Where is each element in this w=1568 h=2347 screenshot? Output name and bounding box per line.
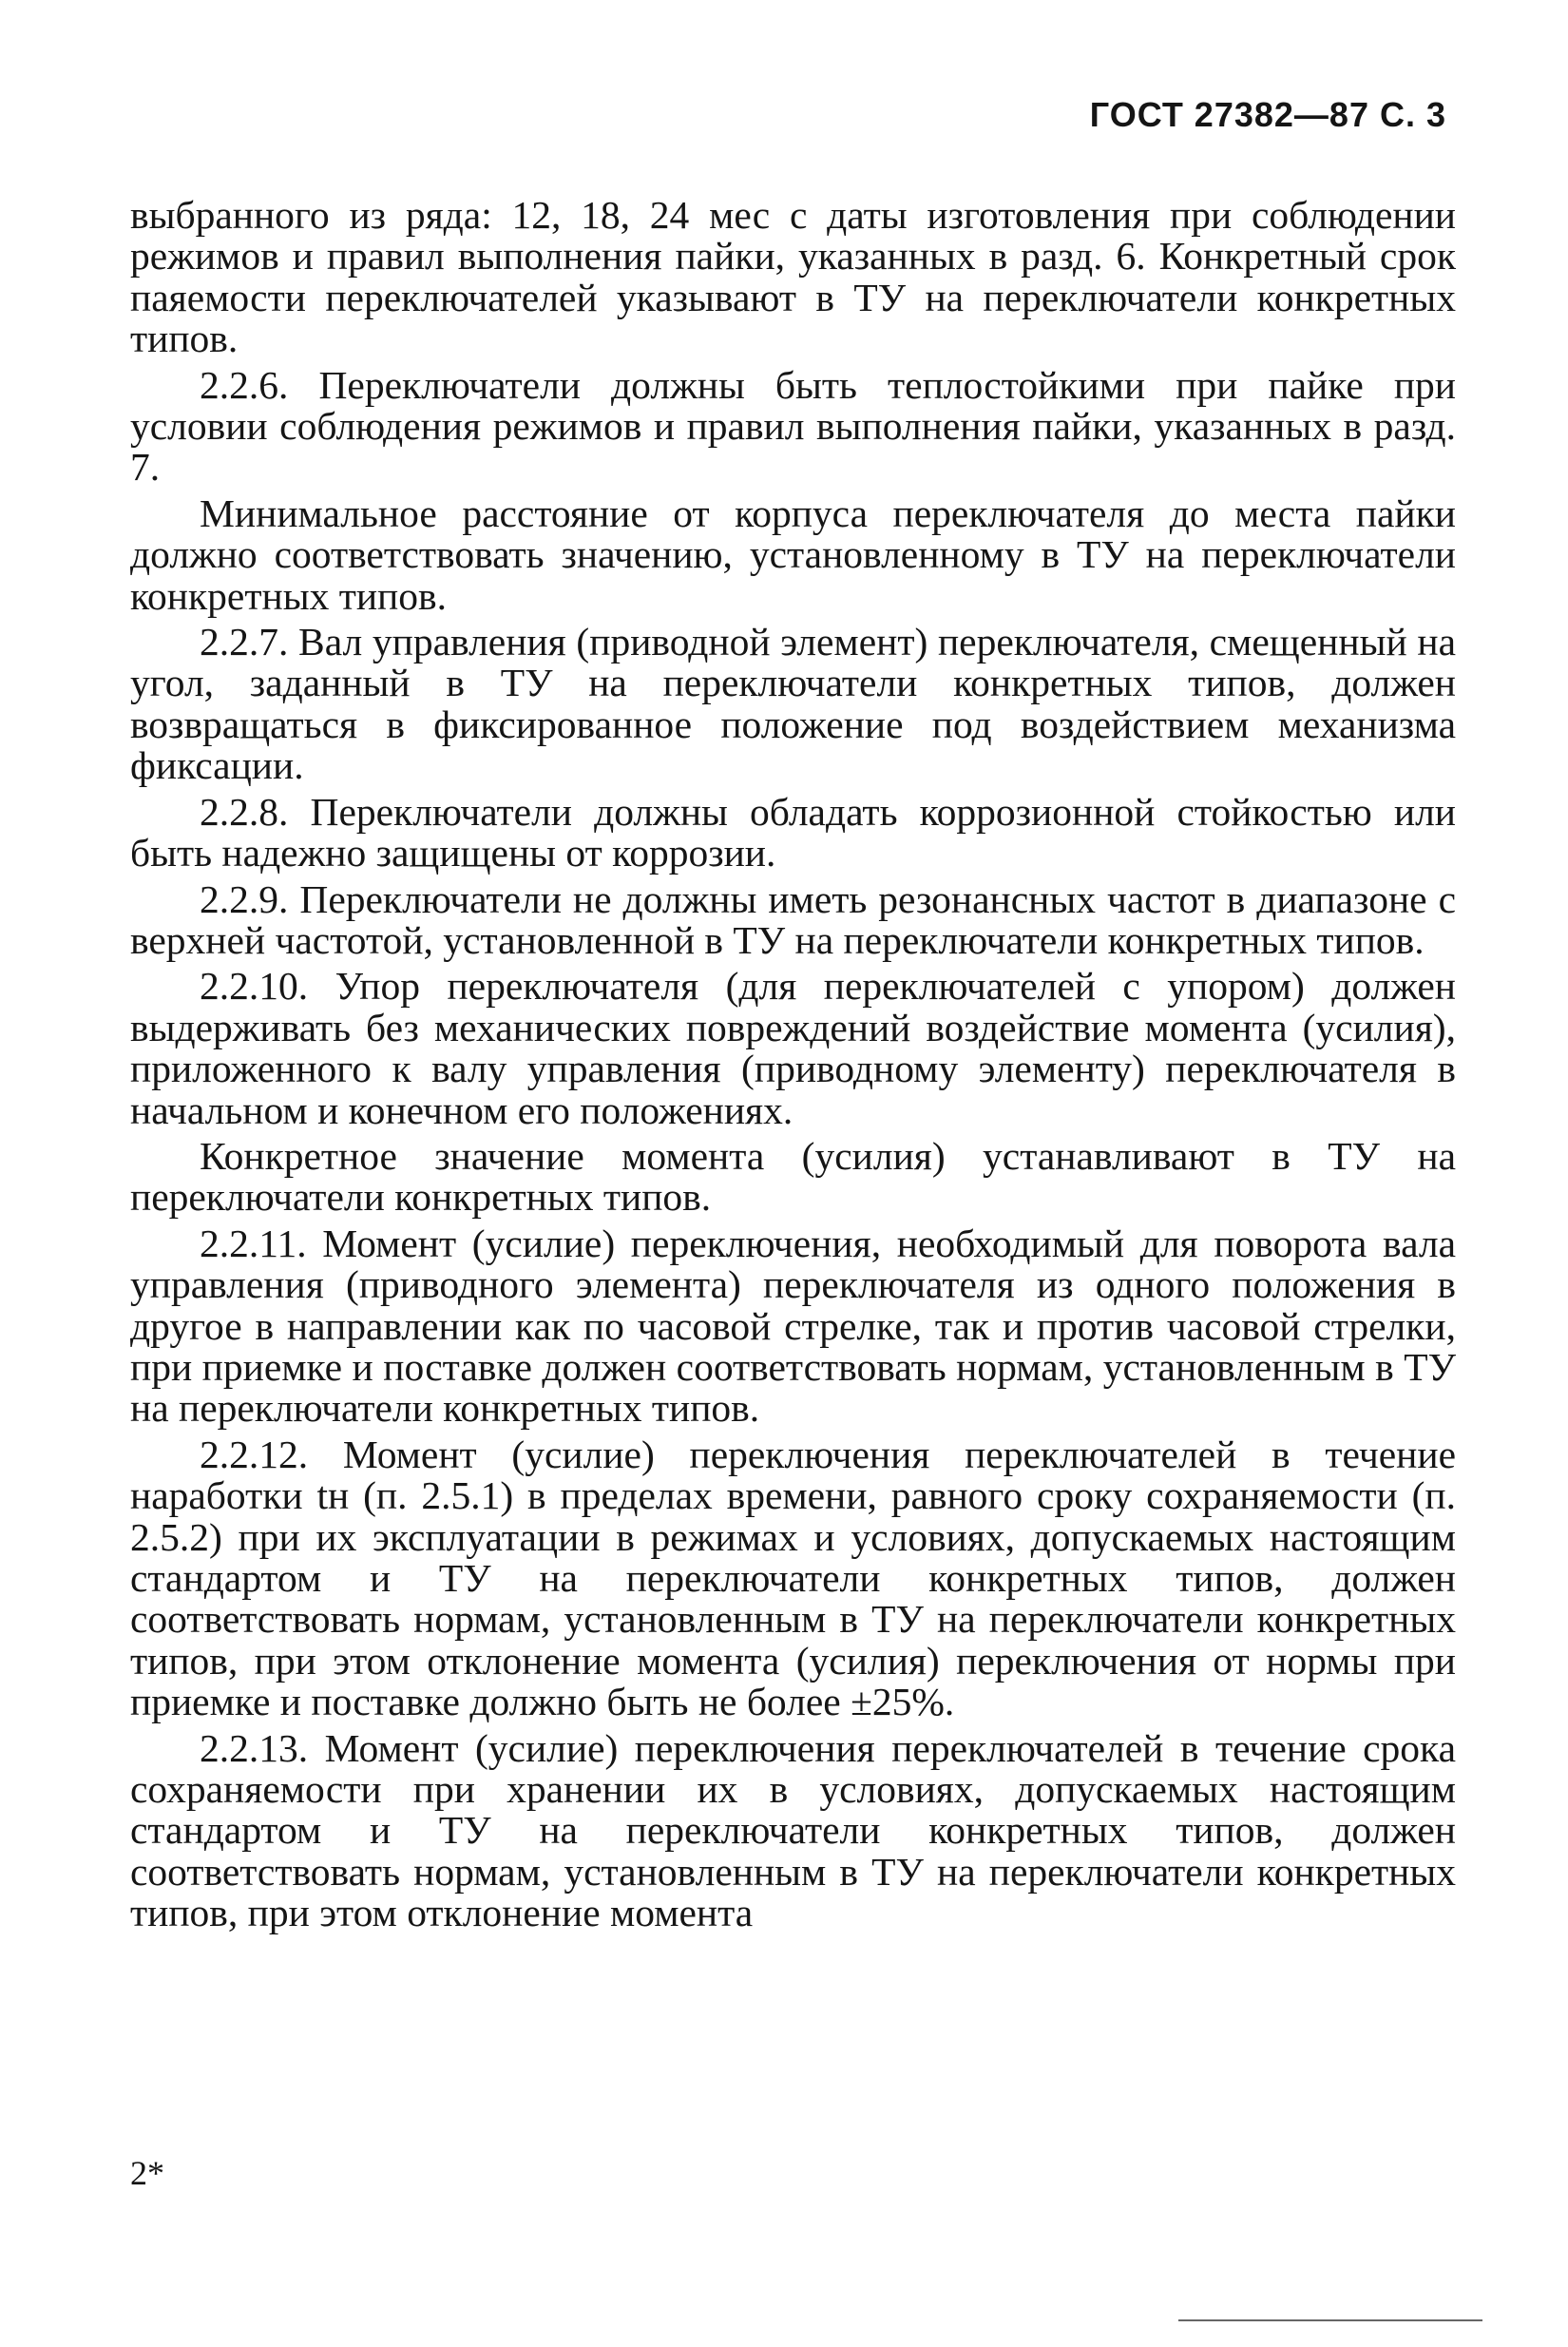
paragraph-2-2-10: 2.2.10. Упор переключателя (для переключателей с упором) должен выдерживать без механических повреждений воздействие момента (усилия), приложенного к валу управления (приводному элементу) переключателя в начальном и конечном его положениях. <box>130 964 1456 1132</box>
paragraph-2-2-11: 2.2.11. Момент (усилие) переключения, необходимый для поворота вала управления (приводного элемента) переключателя из одного положения в другое в направлении как по часовой стрелке, так и против часовой стрелки, при приемке и поставке должен соответствовать нормам, установленным в ТУ на переключатели конкретных типов. <box>130 1221 1456 1431</box>
paragraph-2-2-13: 2.2.13. Момент (усилие) переключения переключателей в течение срока сохраняемости при хранении их в условиях, допускаемых настоящим стандартом и ТУ на переключатели конкретных типов, должен соответствовать нормам, установленным в ТУ на переключатели конкретных типов, при этом отклонение момента <box>130 1725 1456 1935</box>
paragraph-2-2-8: 2.2.8. Переключатели должны обладать коррозионной стойкостью или быть надежно защищены от коррозии. <box>130 789 1456 875</box>
paragraph-2-2-12: 2.2.12. Момент (усилие) переключения переключателей в течение наработки tн (п. 2.5.1) в пределах времени, равного сроку сохраняемости (п. 2.5.2) при их эксплуатации в режимах и условиях, допускаемых настоящим стандартом и ТУ на переключатели конкретных типов, должен соответствовать нормам, установленным в ТУ на переключатели конкретных типов, при этом отклонение момента (усилия) переключения от нормы при приемке и поставке должно быть не более ±25%. <box>130 1432 1456 1724</box>
document-body <box>130 195 1456 1939</box>
footer-divider <box>1178 2319 1482 2321</box>
paragraph-continuation: выбранного из ряда: 12, 18, 24 мес с даты изготовления при соблюдении режимов и правил выполнения пайки, указанных в разд. 6. Конкретный срок паяемости переключателей указывают в ТУ на переключатели конкретных типов. <box>130 193 1456 361</box>
paragraph-2-2-7: 2.2.7. Вал управления (приводной элемент) переключателя, смещенный на угол, заданный в ТУ на переключатели конкретных типов, должен возвращаться в фиксированное положение под воздействием механизма фиксации. <box>130 620 1456 788</box>
sheet-signature-mark: 2* <box>130 2154 164 2192</box>
paragraph-min-distance: Минимальное расстояние от корпуса переключателя до места пайки должно соответствовать значению, установленному в ТУ на переключатели конкретных типов. <box>130 491 1456 618</box>
page-header: ГОСТ 27382—87 С. 3 <box>1089 95 1446 134</box>
paragraph-specific-moment: Конкретное значение момента (усилия) устанавливают в ТУ на переключатели конкретных типов. <box>130 1133 1456 1220</box>
paragraph-2-2-9: 2.2.9. Переключатели не должны иметь резонансных частот в диапазоне с верхней частотой, установленной в ТУ на переключатели конкретных типов. <box>130 876 1456 962</box>
paragraph-2-2-6: 2.2.6. Переключатели должны быть теплостойкими при пайке при условии соблюдения режимов и правил выполнения пайки, указанных в разд. 7. <box>130 362 1456 490</box>
